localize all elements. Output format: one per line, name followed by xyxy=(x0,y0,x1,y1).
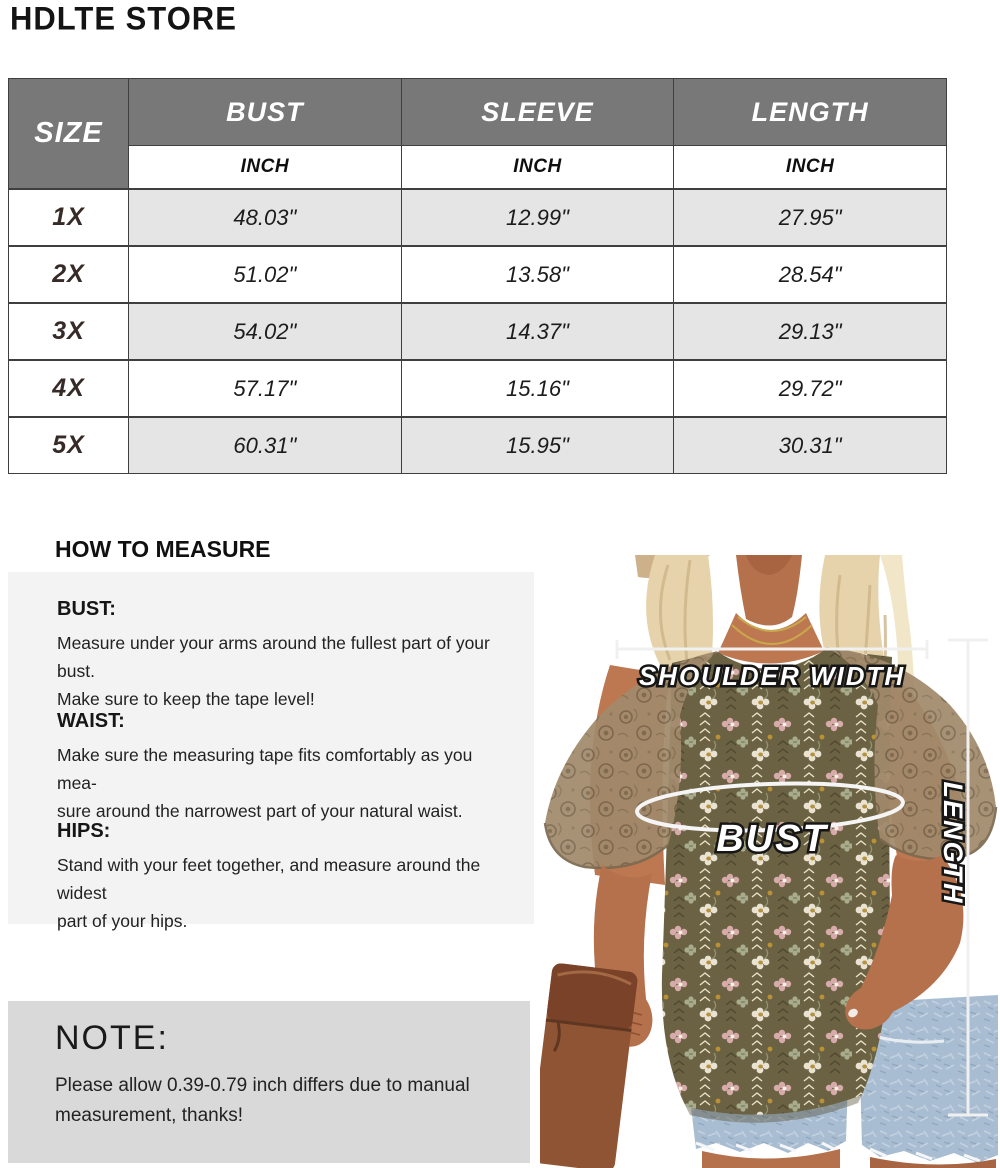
size-value: 3X xyxy=(9,303,129,360)
length-label: LENGTH xyxy=(938,781,968,905)
table-row xyxy=(9,303,947,360)
table-row xyxy=(9,360,947,417)
how-to-measure-title: HOW TO MEASURE xyxy=(55,536,271,562)
blouse-body xyxy=(662,649,892,1115)
product-photo xyxy=(540,555,1000,1168)
unit-label: INCH xyxy=(401,146,674,190)
size-value: 4X xyxy=(9,360,129,417)
measure-label: HIPS: xyxy=(57,820,111,842)
length-value: 27.95" xyxy=(674,189,947,246)
col-header-sleeve: SLEEVE xyxy=(401,79,674,146)
measure-label: BUST: xyxy=(57,598,116,620)
measure-text-line: part of your hips. xyxy=(57,911,188,931)
measure-text-line: Make sure the measuring tape fits comfortably as you mea- xyxy=(57,745,473,793)
col-header-size: SIZE xyxy=(9,79,129,190)
bust-label: BUST xyxy=(716,818,828,860)
col-header-length: LENGTH xyxy=(674,79,947,146)
size-value: 1X xyxy=(9,189,129,246)
measure-panel xyxy=(8,572,534,931)
note-title: NOTE: xyxy=(55,1019,169,1057)
unit-label: INCH xyxy=(129,146,402,190)
sleeve-value: 15.16" xyxy=(401,360,674,417)
size-table xyxy=(8,78,947,474)
store-title: HDLTE STORE xyxy=(10,0,237,37)
measure-text-line: Make sure to keep the tape level! xyxy=(57,689,315,709)
shoulder-width-annotation xyxy=(617,640,927,691)
sleeve-value: 15.95" xyxy=(401,417,674,474)
length-value: 29.13" xyxy=(674,303,947,360)
sleeve-value: 14.37" xyxy=(401,303,674,360)
unit-label: INCH xyxy=(674,146,947,190)
length-value: 28.54" xyxy=(674,246,947,303)
col-header-bust: BUST xyxy=(129,79,402,146)
bust-value: 51.02" xyxy=(129,246,402,303)
measure-section-bust xyxy=(57,598,497,713)
table-row xyxy=(9,189,947,246)
measure-label: WAIST: xyxy=(57,710,125,732)
bust-value: 60.31" xyxy=(129,417,402,474)
sleeve-value: 12.99" xyxy=(401,189,674,246)
bust-value: 48.03" xyxy=(129,189,402,246)
table-unit-row xyxy=(9,146,947,190)
note-text-line: Please allow 0.39-0.79 inch differs due to manual xyxy=(55,1075,470,1096)
table-header-row xyxy=(9,79,947,146)
bust-value: 57.17" xyxy=(129,360,402,417)
bust-value: 54.02" xyxy=(129,303,402,360)
table-row xyxy=(9,417,947,474)
length-value: 29.72" xyxy=(674,360,947,417)
measure-text-line: Stand with your feet together, and measure around the widest xyxy=(57,855,481,903)
shoulder-width-label: SHOULDER WIDTH xyxy=(638,661,906,691)
note-text-line: measurement, thanks! xyxy=(55,1105,243,1126)
note-panel xyxy=(8,1001,530,1163)
model-illustration xyxy=(540,555,1000,1168)
measure-section-hips xyxy=(57,820,497,935)
length-value: 30.31" xyxy=(674,417,947,474)
measure-text-line: Measure under your arms around the fullest part of your bust. xyxy=(57,633,490,681)
size-value: 2X xyxy=(9,246,129,303)
measure-section-waist xyxy=(57,710,497,825)
table-row xyxy=(9,246,947,303)
measure-text-line: sure around the narrowest part of your natural waist. xyxy=(57,801,463,821)
sleeve-value: 13.58" xyxy=(401,246,674,303)
size-value: 5X xyxy=(9,417,129,474)
